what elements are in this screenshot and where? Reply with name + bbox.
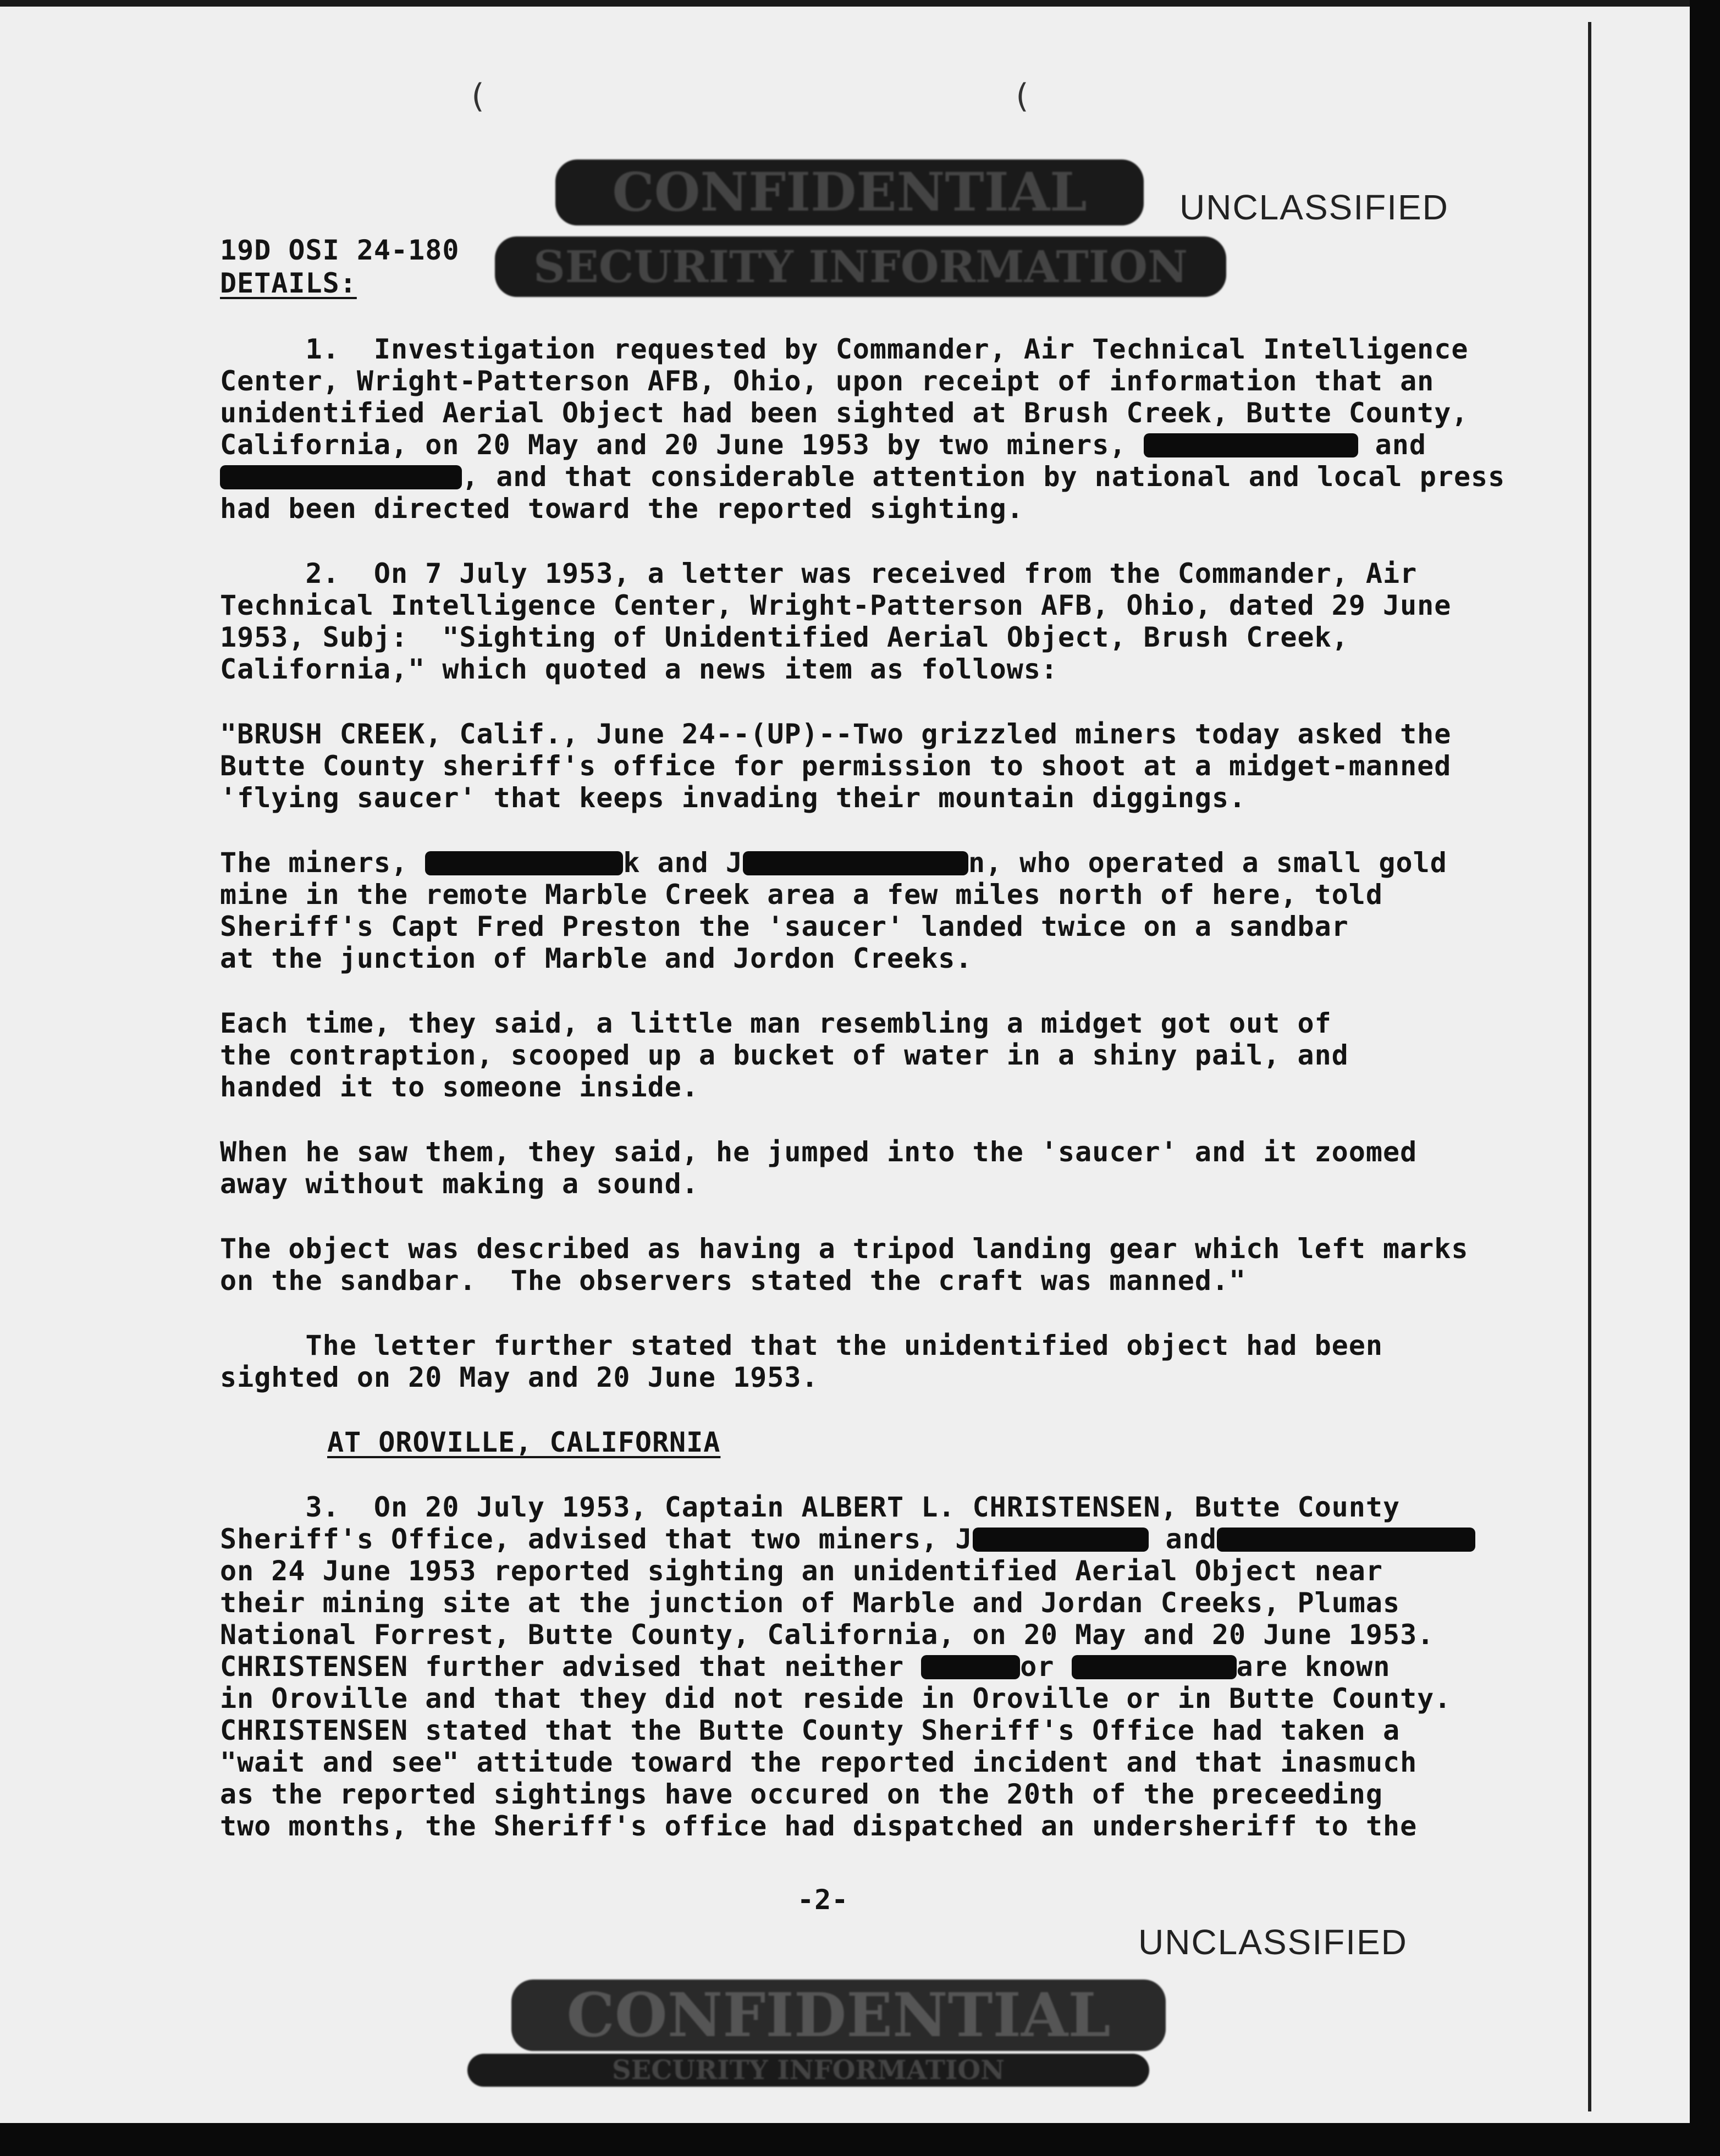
p3-line-3: on 24 June 1953 reported sighting an unidentified Aerial Object near bbox=[220, 1555, 1383, 1587]
scan-edge-bottom bbox=[0, 2123, 1720, 2156]
margin-rule bbox=[1588, 22, 1591, 2111]
redaction-bar bbox=[921, 1655, 1020, 1679]
file-number: 19D OSI 24-180 bbox=[220, 234, 460, 266]
p3-line-5: National Forrest, Butte County, California, on 20 May and 20 June 1953. bbox=[220, 1619, 1435, 1651]
quote5-line-1: The object was described as having a tripod landing gear which left marks bbox=[220, 1233, 1469, 1265]
p3-line-2-text: Sheriff's Office, advised that two miners, J bbox=[220, 1523, 973, 1555]
quote1-line-2: Butte County sheriff's office for permission to shoot at a midget-manned bbox=[220, 750, 1452, 782]
p3-line-11: two months, the Sheriff's office had dispatched an undersheriff to the bbox=[220, 1810, 1418, 1842]
security-information-stamp-bottom: SECURITY INFORMATION bbox=[467, 2054, 1149, 2087]
confidential-stamp-top: CONFIDENTIAL bbox=[555, 159, 1144, 225]
redaction-bar bbox=[1217, 1528, 1475, 1552]
quote1-line-1: "BRUSH CREEK, Calif., June 24--(UP)--Two grizzled miners today asked the bbox=[220, 718, 1452, 750]
page-number: -2- bbox=[797, 1884, 849, 1916]
quote5-line-2: on the sandbar. The observers stated the craft was manned." bbox=[220, 1265, 1247, 1297]
p3-line-1: 3. On 20 July 1953, Captain ALBERT L. CHRISTENSEN, Butte County bbox=[220, 1491, 1401, 1523]
p1-line-4-tail: and bbox=[1358, 429, 1426, 461]
redaction-bar bbox=[973, 1528, 1149, 1552]
quote2-line-1-text: The miners, bbox=[220, 847, 426, 879]
quote4-line-2: away without making a sound. bbox=[220, 1168, 699, 1200]
quote2-line-1 bbox=[220, 846, 1447, 879]
p1-line-2: Center, Wright-Patterson AFB, Ohio, upon receipt of information that an bbox=[220, 365, 1435, 397]
quote3-line-3: handed it to someone inside. bbox=[220, 1071, 699, 1103]
p1-line-6: had been directed toward the reported sighting. bbox=[220, 493, 1024, 525]
p3-line-6-mid: or bbox=[1020, 1651, 1072, 1683]
p1-line-1: 1. Investigation requested by Commander, Air Technical Intelligence bbox=[220, 333, 1469, 365]
quote3-line-1: Each time, they said, a little man resembling a midget got out of bbox=[220, 1007, 1332, 1039]
section-heading: AT OROVILLE, CALIFORNIA bbox=[327, 1426, 721, 1458]
p2-line-4: California," which quoted a news item as follows: bbox=[220, 653, 1059, 685]
letter-line-1: The letter further stated that the unidentified object had been bbox=[220, 1330, 1383, 1361]
quote2-line-1-tail: n, who operated a small gold bbox=[968, 847, 1447, 879]
quote3-line-2: the contraption, scooped up a bucket of water in a shiny pail, and bbox=[220, 1039, 1349, 1071]
p3-line-6-tail: are known bbox=[1236, 1651, 1391, 1683]
quote2-line-1-mid: k and J bbox=[623, 847, 743, 879]
p3-line-2 bbox=[220, 1523, 1475, 1556]
letter-line-2: sighted on 20 May and 20 June 1953. bbox=[220, 1361, 819, 1393]
p1-line-5-text: , and that considerable attention by national and local press bbox=[462, 461, 1506, 493]
p2-line-2: Technical Intelligence Center, Wright-Patterson AFB, Ohio, dated 29 June bbox=[220, 589, 1452, 621]
details-label: DETAILS: bbox=[220, 267, 357, 299]
quote1-line-3: 'flying saucer' that keeps invading their mountain diggings. bbox=[220, 782, 1247, 814]
redaction-bar bbox=[1072, 1655, 1237, 1679]
quote2-line-4: at the junction of Marble and Jordon Creeks. bbox=[220, 942, 973, 974]
redaction-bar bbox=[425, 851, 623, 875]
confidential-stamp-bottom: CONFIDENTIAL bbox=[511, 1979, 1166, 2051]
security-information-stamp-top: SECURITY INFORMATION bbox=[495, 236, 1226, 297]
p3-line-6-text: CHRISTENSEN further advised that neither bbox=[220, 1651, 922, 1683]
redaction-bar bbox=[220, 465, 462, 489]
p1-line-5 bbox=[220, 460, 1505, 493]
p3-line-8: CHRISTENSEN stated that the Butte County Sheriff's Office had taken a bbox=[220, 1714, 1401, 1746]
unclassified-marking-top: UNCLASSIFIED bbox=[1179, 188, 1449, 227]
p1-line-4 bbox=[220, 428, 1426, 461]
scan-edge-right bbox=[1690, 0, 1720, 2156]
p1-line-3: unidentified Aerial Object had been sighted at Brush Creek, Butte County, bbox=[220, 397, 1469, 429]
scan-edge-top bbox=[0, 0, 1720, 7]
quote4-line-1: When he saw them, they said, he jumped into the 'saucer' and it zoomed bbox=[220, 1136, 1418, 1168]
p3-line-7: in Oroville and that they did not reside in Oroville or in Butte County. bbox=[220, 1683, 1452, 1714]
p1-line-4-text: California, on 20 May and 20 June 1953 by two miners, bbox=[220, 429, 1144, 461]
p3-line-10: as the reported sightings have occured on the 20th of the preceeding bbox=[220, 1778, 1383, 1810]
p2-line-3: 1953, Subj: "Sighting of Unidentified Aerial Object, Brush Creek, bbox=[220, 621, 1349, 653]
p3-line-6 bbox=[220, 1650, 1390, 1683]
redaction-bar bbox=[743, 851, 968, 875]
p3-line-9: "wait and see" attitude toward the reported incident and that inasmuch bbox=[220, 1746, 1418, 1778]
scan-mark: ( bbox=[1012, 77, 1032, 115]
quote2-line-3: Sheriff's Capt Fred Preston the 'saucer' landed twice on a sandbar bbox=[220, 911, 1349, 942]
redaction-bar bbox=[1144, 433, 1358, 457]
quote2-line-2: mine in the remote Marble Creek area a few miles north of here, told bbox=[220, 879, 1383, 911]
unclassified-marking-bottom: UNCLASSIFIED bbox=[1138, 1922, 1408, 1962]
p2-line-1: 2. On 7 July 1953, a letter was received from the Commander, Air bbox=[220, 558, 1418, 589]
scan-mark: ( bbox=[467, 77, 488, 115]
p3-line-2-tail: and bbox=[1148, 1523, 1217, 1555]
p3-line-4: their mining site at the junction of Marble and Jordan Creeks, Plumas bbox=[220, 1587, 1401, 1619]
